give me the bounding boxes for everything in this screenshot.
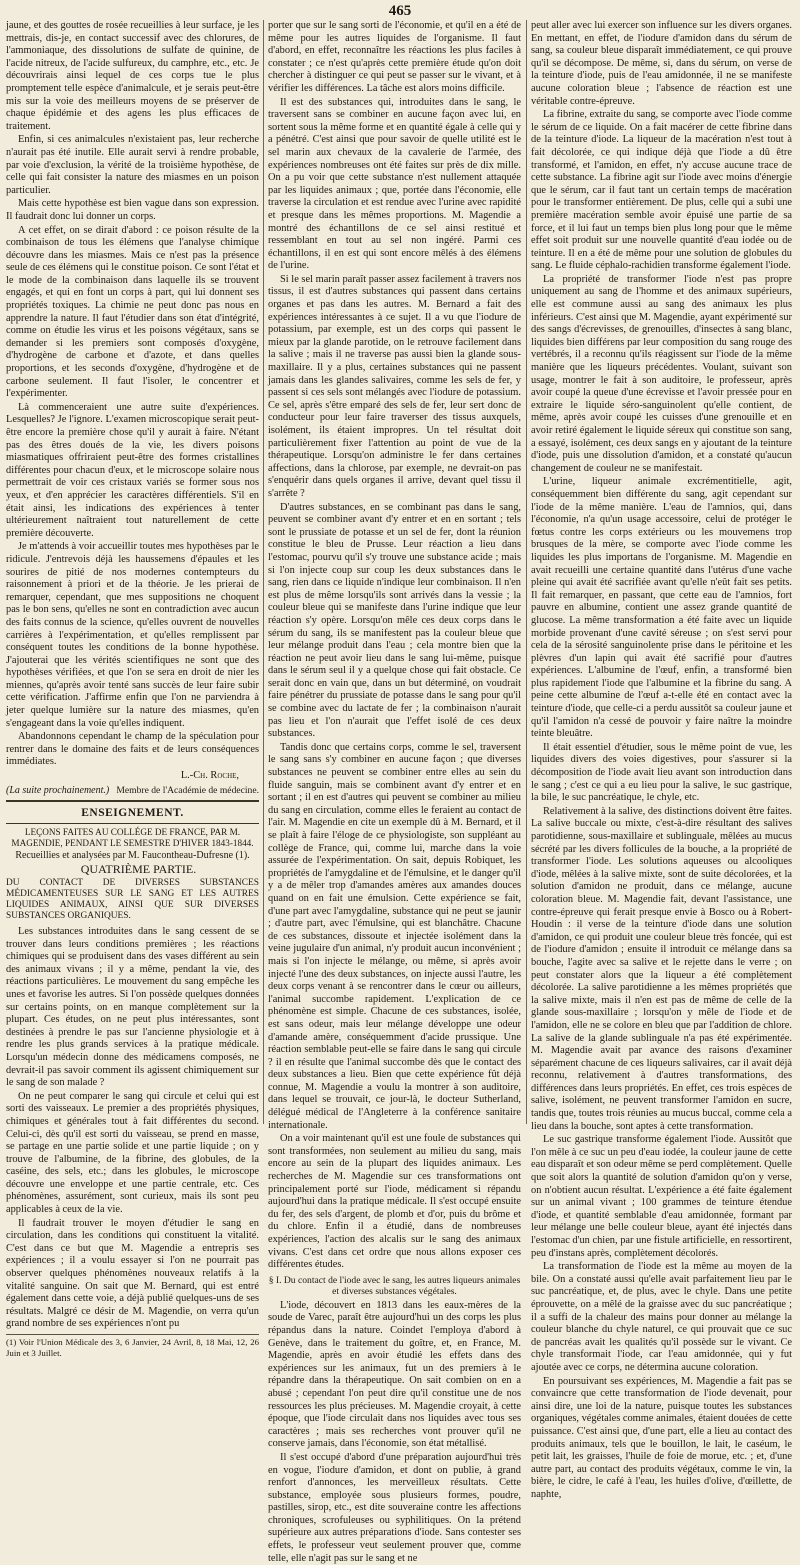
paragraph: Il est des substances qui, introduites dans le sang, le traversent sans se combiner en aucune façon avec lui, en sortent sous la même forme et en quantité égale à celle qui y a pénétré. C'est ainsi que pour savoir de quelle utilité est le sel marin aux chevaux de la cavalerie de l'armée, des expériences nombreuses ont été faites sur près de dix mille. On a pu voir que cette substance n'est nullement attaquée par les liquides animaux ; que, portée dans l'économie, elle traverse la circulation et est rendue avec l'urine avec rapidité et presque dans les mêmes proportions. M. Magendie a montré des échantillons de ce sel ainsi restitué et ressemblant en tout au sel non ingéré. Parmi ces échantillons, il en est qui sont encore mêlés à des élémens de l'urine. (268, 96, 521, 272)
paragraph: On ne peut comparer le sang qui circule et celui qui est sorti des vaisseaux. Le premier a des propriétés physiques, chimiques et générales tout à fait différentes du second. Celui-ci, dès qu'il est sorti du vaisseau, se prend en masse, se partage en une partie solide et une partie liquide ; on y trouve de l'albumine, de la fibrine, des globules, de la caséine, des sels, etc.; dans les globules, le microscope découvre une enveloppe et une partie centrale, etc. Ces phénomènes, assurément, sont curieux, mais ils sont peu applicables à ceux de la vie. (6, 1090, 259, 1216)
paragraph: Mais cette hypothèse est bien vague dans son expression. Il faudrait donc lui donner un corps. (6, 198, 259, 222)
paragraph: L'iode, découvert en 1813 dans les eaux-mères de la soude de Varec, paraît être aujourd'hui un des corps les plus répandus dans la nature. Coindet l'employa d'abord à Genève, dans le traitement du goître, et, en France, M. Magendie, après en avoir étudié les effets dans des expériences sur les animaux, fut un des premiers à le répandre dans la thérapeutique. On sait combien on en a abusé ; cependant l'on peut dire qu'il constitue une de nos ressources les plus précieuses. M. Magendie croyait, à cette époque, que l'iode circulait dans nos liquides avec tous ses caractères ; mais ses recherches vont prouver qu'il ne conserve jamais, dans l'économie, son état métallisé. (268, 1299, 521, 1450)
separator (6, 823, 259, 824)
paragraph: D'autres substances, en se combinant pas dans le sang, peuvent se combiner avant d'y entrer et en en sortant ; tels sont le prussiate de potasse et un sel de fer, dont la réunion constitue le bleu de Prusse. Leur réaction a lieu dans l'estomac, pourvu qu'il s'y trouve une substance acide ; mais si l'on injecte coup sur coup les deux substances dans le sang, rien dans ce liquide n'indique leur combinaison. Il n'en est plus de même lorsqu'ils sont arrivés dans la vessie ; la couleur bleue qui se manifeste dans l'urine indique que leur réaction s'y opère. Lorsqu'on mêle ces deux corps dans le sérum du sang, ils se manifestent pas la couleur bleue que leur mélange produit dans l'eau ; cela montre bien que la réaction ne peut avoir lieu dans le sang lui-même, puisque dans le sérum seul il y a quelque chose qui fait obstacle. Ce serait donc en vain que, dans un but déterminé, on voudrait faire pénétrer du prussiate de potasse dans le sang pour qu'il se combine avec du lactate de fer ; la combinaison n'aurait pas lieu et l'on n'aurait que l'effet isolé de ces deux substances. (268, 501, 521, 740)
paragraph: Abandonnons cependant le champ de la spéculation pour rentrer dans le domaine des faits et de leurs conséquences immédiates. (6, 731, 259, 768)
column-3 (531, 20, 792, 1500)
subsection-heading: § I. Du contact de l'iode avec le sang, les autres liqueurs animales et diverses substances végétales. (268, 1274, 521, 1297)
collected-by: Recueillies et analysées par M. Faucontheau-Dufresne (1). (15, 849, 250, 861)
column-divider (263, 20, 264, 1124)
page-number: 465 (388, 3, 412, 19)
continued-note: (La suite prochainement.) (6, 784, 110, 796)
column-divider (526, 20, 527, 1124)
paragraph: Tandis donc que certains corps, comme le sel, traversent le sang sans s'y combiner en aucune façon ; que diverses substances ne peuvent se combiner entre elles au sein du fluide sanguin, mais se combinent avant d'y entrer et en sortant ; il en est d'autres qui peuvent se combiner au milieu du sang en circulation, comme elles le feraient au contact de l'air. M. Magendie en cite un exemple dû à M. Bernard, et il se plaît à faire l'éloge de ce physiologiste, son suppléant au collège de France, qui, comme lui, marche dans la voie assurée de l'expérimentation. On sait, depuis Robiquet, les propriétés de l'amygdaline et de l'émulsine, et le danger qu'il y a de mêler trop d'amandes amères aux amandes douces quand on en fait une émulsion. Cette expérience se fait, d'une part avec l'amygdaline, substance qui ne peut se jaunir ; d'autre part, avec l'émulsine, qui est blanchâtre. Chacune de ces substances, dissoute et injectée isolément dans la veine jugulaire d'un animal, n'y produit aucun inconvénient ; mais si l'on injecte le mélange, ou même, si après avoir injecté l'une des deux substances, on injecte aussi l'autre, les deux corps venant à se rencontrer dans le cœur ou ailleurs, l'animal succombe rapidement. L'explication de ce phénomène est simple. Chacune de ces substances, isolée, est sans odeur, mais leur mélange développe une odeur d'amande amère, conséquemment d'acide prussique. Une réaction semblable peut-elle se faire dans le sang qui circule ? il en résulte que l'animal succombe dès que le contact des deux substances a lieu. Bien que cette expérience fût déjà connue, M. Magendie a voulu la montrer à son auditoire, dans lequel se trouvait, ce jour-là, le docteur Sutherland, délégué médical de l'Angleterre à la conférence sanitaire internationale. (268, 741, 521, 1131)
paragraph: Je m'attends à voir accueillir toutes mes hypothèses par le ridicule. J'entrevois déjà les haussemens d'épaules et les sourires de pitié de nos modernes contempteurs du raisonnement à priori et de la théorie. Je les prierai de remarquer, cependant, que mes suppositions ne choquent pas le bon sens, qu'elles ne sont en contradiction avec aucun des faits connus de la science, qu'elles ouvrent de nouvelles carrières à l'expérimentation, et qu'elles remplissent par conséquent toutes les conditions de la bonne hypothèse. J'ajouterai que les vérités scientifiques ne sont que des hypothèses vérifiées, et que l'on se sera en droit de nier les miennes, qu'après avoir tenté sans succès de leur faire subir cette vérification. J'affirme enfin que l'on ne parviendra à jeter quelque lumière sur la nature des miasmes, qu'en s'engageant dans la voie qu'elles indiquent. (6, 541, 259, 729)
footnote: (1) Voir l'Union Médicale des 3, 6 Janvier, 24 Avril, 8, 18 Mai, 12, 26 Juin et 3 Juillet. (6, 1334, 259, 1358)
paragraph: porter que sur le sang sorti de l'économie, et qu'il en a été de même pour les autres liquides de l'organisme. Il faut d'abord, en effet, reconnaître les réactions les plus faciles à constater ; ce n'est qu'après cette première étude qu'on doit chercher à distinguer ce qui peut se passer sur le vivant, et à vérifier les différences. La tâche est alors moins difficile. (268, 20, 521, 94)
part-subtitle: DU CONTACT DE DIVERSES SUBSTANCES MÉDICAMENTEUSES SUR LE SANG ET LES AUTRES LIQUIDES ANIMAUX, AINSI QUE SUR DIVERSES SUBSTANCES ORGANIQUES. (6, 878, 259, 921)
lecture-heading: LEÇONS FAITES AU COLLÉGE DE FRANCE, PAR M. MAGENDIE, PENDANT LE SEMESTRE D'HIVER 1843-1844. (11, 826, 254, 848)
column-1 (6, 20, 259, 1358)
author-title: Membre de l'Académie de médecine. (116, 784, 259, 796)
column-2 (268, 20, 521, 1564)
paragraph: Enfin, si ces animalcules n'existaient pas, leur recherche n'aurait pas été inutile. Elle aurait servi à rendre probable, par voie d'exclusion, la vérité de la troisième hypothèse, de celle qui fait consister la nature des miasmes en un poison particulier. (6, 134, 259, 196)
author-signature: L.-Ch. Roche, (180, 770, 239, 782)
paragraph: jaune, et des gouttes de rosée recueillies à leur surface, je les mettrais, dis-je, en contact successif avec des chlorures, de l'ammoniaque, des dissolutions de sulfate de quinine, de l'acide nitreux, de l'acide sulfureux, du camphre, etc., etc. Je découvrirais ainsi lequel de ces corps tue le plus promptement telle espèce d'animalcule, et je serais peut-être mis sur la voie des meilleurs moyens de se préserver de chaque épidémie et des agens les plus efficaces de traitement. (6, 20, 259, 132)
paragraph: peut aller avec lui exercer son influence sur les divers organes. En mettant, en effet, de l'iodure d'amidon dans du sérum de sang, sa couleur bleue disparaît immédiatement, ce qui prouve qu'il se décompose. De même, si, dans du sérum, on verse de la teinture d'iode, puis de l'eau amidonnée, il ne se manifeste aucune coloration bleue ; l'absence de réaction est une véritable contre-épreuve. (531, 20, 792, 107)
part-heading: QUATRIÈME PARTIE. (80, 862, 197, 877)
paragraph: Il faudrait trouver le moyen d'étudier le sang en circulation, dans les conditions qui constituent la vitalité. C'est dans ce but que M. Magendie a entrepris ses expériences ; il a voulu essayer si l'on ne pourrait pas observer quelques phénomènes nouveaux relatifs à la vitalité sanguine. On sait que M. Bernard, qui est entré également dans cette voie, a déjà publié quelques-uns de ses résultats. Malgré ce désir de M. Magendie, on verra qu'un grand nombre de ses expériences n'ont pu (6, 1217, 259, 1330)
paragraph: Là commenceraient une autre suite d'expériences. Lesquelles? Je l'ignore. L'examen microscopique serait peut-être encore la première chose qu'il y aurait à faire. N'étant pas des êtres doués de la vie, les divers poisons miasmatiques offriraient peut-être des formes cristallines différentes pour chacun d'eux, et le microscope solaire nous permettrait de voir ces cristaux variés se former sous nos yeux, et d'en apprécier les caractères différentiels. S'il en était ainsi, les indications des expériences à tenter ultérieurement naîtraient tout naturellement de cette première découverte. (6, 401, 259, 539)
paragraph: Il s'est occupé d'abord d'une préparation aujourd'hui très en vogue, l'iodure d'amidon, et dont on publie, à grand renfort d'annonces, les merveilleux résultats. Cette substance, employée sous plusieurs formes, poudre, pastilles, sirop, etc., est dite souveraine contre les affections chroniques, scrofuleuses ou syphilitiques. On la prétend supérieure aux autres préparations d'iode. Sans contester ses effets, le professeur veut seulement prouver que, comme telle, elle n'agit pas sur le sang et ne (268, 1451, 521, 1564)
paragraph: Si le sel marin paraît passer assez facilement à travers nos tissus, il est d'autres substances qui passent dans certains organes et pas dans les autres. M. Bernard a fait des expériences intéressantes à ce sujet. Il a vu que l'iodure de potassium, par exemple, est un des corps qui passent le mieux par la glande parotide, on le retrouve facilement dans la salive ; mais il ne traverse pas aussi bien la glande sous-maxillaire. Il y a plus, certaines substances qui ne passent jamais dans les glandes salivaires, comme les sels de fer, y passent si ces sels sont mélangés avec l'iodure de potassium. Ce sel, après s'être emparé des sels de fer, leur sert donc de conducteur pour leur faire traverser des tissus auxquels, isolément, ils étaient impropres. Un tel résultat doit particulièrement fixer l'attention au point de vue de la thérapeutique. Lorsqu'on administre le fer dans certaines affections, dans la chlorose, par exemple, ne devrait-on pas s'enquérir dans quels organes il arrive, devant quel tissu il s'arrête ? (268, 273, 521, 499)
paragraph: Les substances introduites dans le sang cessent de se trouver dans leurs conditions premières ; les réactions chimiques qui se produisent dans des vases différent au sein des animaux vivans ; il y a même, pendant la vie, des réactions particulières. Le mouvement du sang empêche les unes et favorise les autres. Si l'on possède quelques données sur certains points, on en manque complètement sur la plupart. Ces études, on ne peut plus intéressantes, sont destinées à prendre le pas sur l'ancienne physiologie et à rendre les plus grands services à la pratique médicale. Lorsqu'un médecin donne des médicamens composés, ne devrait-il pas savoir comment ils agissent chimiquement sur le sang de son malade ? (6, 926, 259, 1089)
paragraph: Il était essentiel d'étudier, sous le même point de vue, les liquides divers des voies digestives, pour s'assurer si la décomposition de l'iode avait lieu avant son introduction dans le sang ; c'est ce qui a eu lieu pour la salive, le suc gastrique, la bile, le suc pancréatique, le chyle, etc. (531, 741, 792, 804)
paragraph: Le suc gastrique transforme également l'iode. Aussitôt que l'on mêle à ce suc un peu d'eau iodée, la couleur jaune de cette eau disparaît et son odeur même se perd complètement. Quelle que soit alors la quantité de solution d'amidon qu'on y verse, on n'obtient aucun résultat. L'expérience a été faite également sur un animal vivant ; 100 grammes de teinture étendue d'iode, et quantité semblable d'eau amidonnée, formant par leur mélange une belle couleur bleue, ayant été injectés dans l'estomac d'un chien, par une fistule artificielle, en ressortirent, peu d'instans après, complètement décolorés. (531, 1134, 792, 1259)
signature-line (6, 785, 259, 798)
separator (6, 800, 259, 802)
section-heading: ENSEIGNEMENT. (81, 807, 184, 820)
paragraph: La transformation de l'iode est la même au moyen de la bile. On a constaté aussi qu'elle avait parfaitement lieu par le suc pancréatique, et, de plus, avec le chyle. Dans une petite éprouvette, on a mêlé de la graisse avec du suc pancréatique ; il a suffi de la chaleur des mains pour donner au mélange la couleur blanche du chyle naturel, ce qui prouvait que ce suc de pancréas avait les qualités qu'il possède sur le vivant. Ce chyle transformait l'iode, car l'eau amidonnée, qui y fut ajoutée avec ce corps, ne détermina aucune coloration. (531, 1261, 792, 1373)
paragraph: La propriété de transformer l'iode n'est pas propre uniquement au sang de l'homme et des animaux supérieurs, elle est commune aussi au sang des animaux les plus inférieurs. C'est ainsi que M. Magendie, ayant expérimenté sur des sangs d'écrevisses, de grenouilles, d'insectes à sang blanc, liquides bien différens par leur composition du sang rouge des vertébrés, il a reconnu qu'ils réagissent sur l'iode de la même manière que les liqueurs précédentes. Voulant, suivant son usage, montrer le fait à son auditoire, le professeur, après avoir coupé la queue d'une écrevisse et l'avoir pressée pour en extraire le liquide séro-sanguinolent qu'elle contient, de même, après avoir coupé les cuisses d'une grenouille et en avoir retiré également le liquide séreux qui constitue son sang, a essayé, isolément, ces deux sangs en y ajoutant de la teinture d'iode, puis une dissolution d'amidon, et a constaté qu'aucun changement de couleur ne se manifestait. (531, 273, 792, 474)
paragraph: A cet effet, on se dirait d'abord : ce poison résulte de la combinaison de tous les élémens que l'analyse chimique découvre dans les miasmes. Mais ce n'est pas la présence seule de ces élémens qui le constitue poison. Ce sont l'état et le mode de la combinaison dans laquelle ils se trouvent engagés, et qui en font un corps à part, qui lui donnent ses propriétés toxiques. La chimie ne peut donc pas nous en apprendre la nature. Il faut l'étudier dans son état d'intégrité, comme on étudie les virus et les poisons végétaux, sans se demander si les premiers sont composés d'oxygène, d'hydrogène de carbone et d'azote, et dans quelles proportions, et les seconds d'oxygène, d'hydrogène et de carbone seulement. Il faut l'isoler, le concentrer et l'expérimenter. (6, 224, 259, 400)
paragraph: En poursuivant ses expériences, M. Magendie a fait pas se convaincre que cette transformation de l'iode devenait, pour ainsi dire, une loi de la nature, puisque toutes les substances organiques, végétales comme animales, étaient douées de cette puissance. C'est ainsi que, d'une part, elle a lieu au contact des produits animaux, tels que le bouillon, le lait, le caséum, le petit lait, les graisses, l'huile de foie de morue, etc. ; et, d'une autre part, au contact des produits végétaux, comme le vin, la bière, le cidre, le café à l'eau, les huiles d'olive, d'œillette, de naphte, (531, 1375, 792, 1500)
paragraph: La fibrine, extraite du sang, se comporte avec l'iode comme le sérum de ce liquide. On a fait macérer de cette fibrine dans de la teinture d'iode. La liqueur de la macération n'est tout à fait décolorée, ce qui indique déjà que l'iode a dû être transformé, et l'amidon, en effet, n'y accuse aucune trace de cette substance. La fibrine agit sur l'iode avec moins d'énergie que le sérum, car il faut tant un certain temps de macération pour le transformer entièrement. De plus, celle qui a subi une première macération semble avoir épuisé une partie de sa force, et il lui faut un temps bien plus long pour que le même effet soit produit sur une nouvelle quantité d'eau iodée ou de teinture. Il en a été de même pour une solution de globules du sang. Le fluide céphalo-rachidien transforme également l'iode. (531, 109, 792, 272)
paragraph: Relativement à la salive, des distinctions doivent être faites. La salive buccale ou mixte, c'est-à-dire résultant des salives parotidienne, sous-maxillaire et sublinguale, mêlées au mucus sécrété par les divers follicules de la bouche, a la propriété de transformer l'iode. Les solutions aqueuses ou alcooliques d'iode, mêlées à la salive mixte, sont de suite décolorées, et la solution d'amidon ne produit, dans ce mélange, aucune coloration bleue. M. Magendie fait, devant l'assistance, une contre-épreuve qui ferait presque envie à Bosco ou à Robert-Houdin : il verse de la teinture d'iode dans une solution d'amidon, ce qui produit une couleur bleue très foncée, qui est de l'iodure d'amidon ; ensuite il introduit ce mélange dans sa bouche, l'agite avec sa salive et le rejette dans le verre ; on peut constater alors que la liqueur a été complètement décolorée. La salive parotidienne a les mêmes propriétés que la salive mixte, mais il n'en est pas de même de celle de la glande sous-maxillaire ; lorsqu'on y mêle de l'iode et de l'amidon, elle ne se colore en bleu que par l'addition de chlore. La salive de la glande sublinguale n'a pas été expérimentée. M. Magendie avait par avance des raisons d'examiner séparément chacune de ces liqueurs salivaires, car il avait déjà reconnu, relativement à d'autres transformations, des différences dans leurs propriétés. En effet, ces trois espèces de salive, isolément, ne peuvent transformer l'amidon en sucre, tandis que, toutes trois réunies au mucus buccal, comme cela a lieu dans la bouche, sont aptes à cette transformation. (531, 805, 792, 1132)
paragraph: L'urine, liqueur animale excrémentitielle, agit, conséquemment bien différente du sang, agit cependant sur l'iode de la même manière. L'eau de l'amnios, qui, dans l'économie, n'a qu'un usage accessoire, celui de protéger le fœtus contre les corps extérieurs ou les mouvemens trop brusques de la mère, se comporte avec l'iode comme les liquides les plus importans de l'organisme. M. Magendie en avait recueilli une certaine quantité dans l'utérus d'une vache pleine qui avait été sacrifiée avant qu'elle n'eût fait ses petits. Il fait remarquer, en passant, que cette eau de l'amnios, fort pauvre en albumine, contient une assez grande quantité de glucose. La même transformation a été faite avec un liquide morbide provenant d'une cavité séreuse ; on s'est servi pour cela de la sérosité sanguinolente prise dans le péritoine et les plèvres d'un lapin qui avait été sacrifié pour d'autres expériences. L'albumine de l'œuf, enfin, a transformé bien plus rapidement l'iode que l'albumine et la fibrine du sang. A peine cette albumine de l'œuf a-t-elle été en contact avec la teinture d'iode, que celle-ci a perdu aussitôt sa couleur jaune et qu'il l'amidon n'a cessé de pouvoir y faire naître la moindre teinte bleuâtre. (531, 476, 792, 740)
paragraph: On a voir maintenant qu'il est une foule de substances qui sont transformées, non seulement au milieu du sang, mais encore au sein de la plupart des liquides animaux. Les recherches de M. Magendie sur ces transformations ont principalement porté sur l'iode, médicament si répandu aujourd'hui dans la pratique médicale. Il s'est occupé ensuite du fer, des sels d'argent, de plomb et d'or, puis du brôme et du chlore. Enfin il a étudié, dans de nombreuses expériences, l'action des alcalis sur le sang des animaux vivans. C'est dans cet ordre que nous allons exposer ces différentes études. (268, 1133, 521, 1271)
